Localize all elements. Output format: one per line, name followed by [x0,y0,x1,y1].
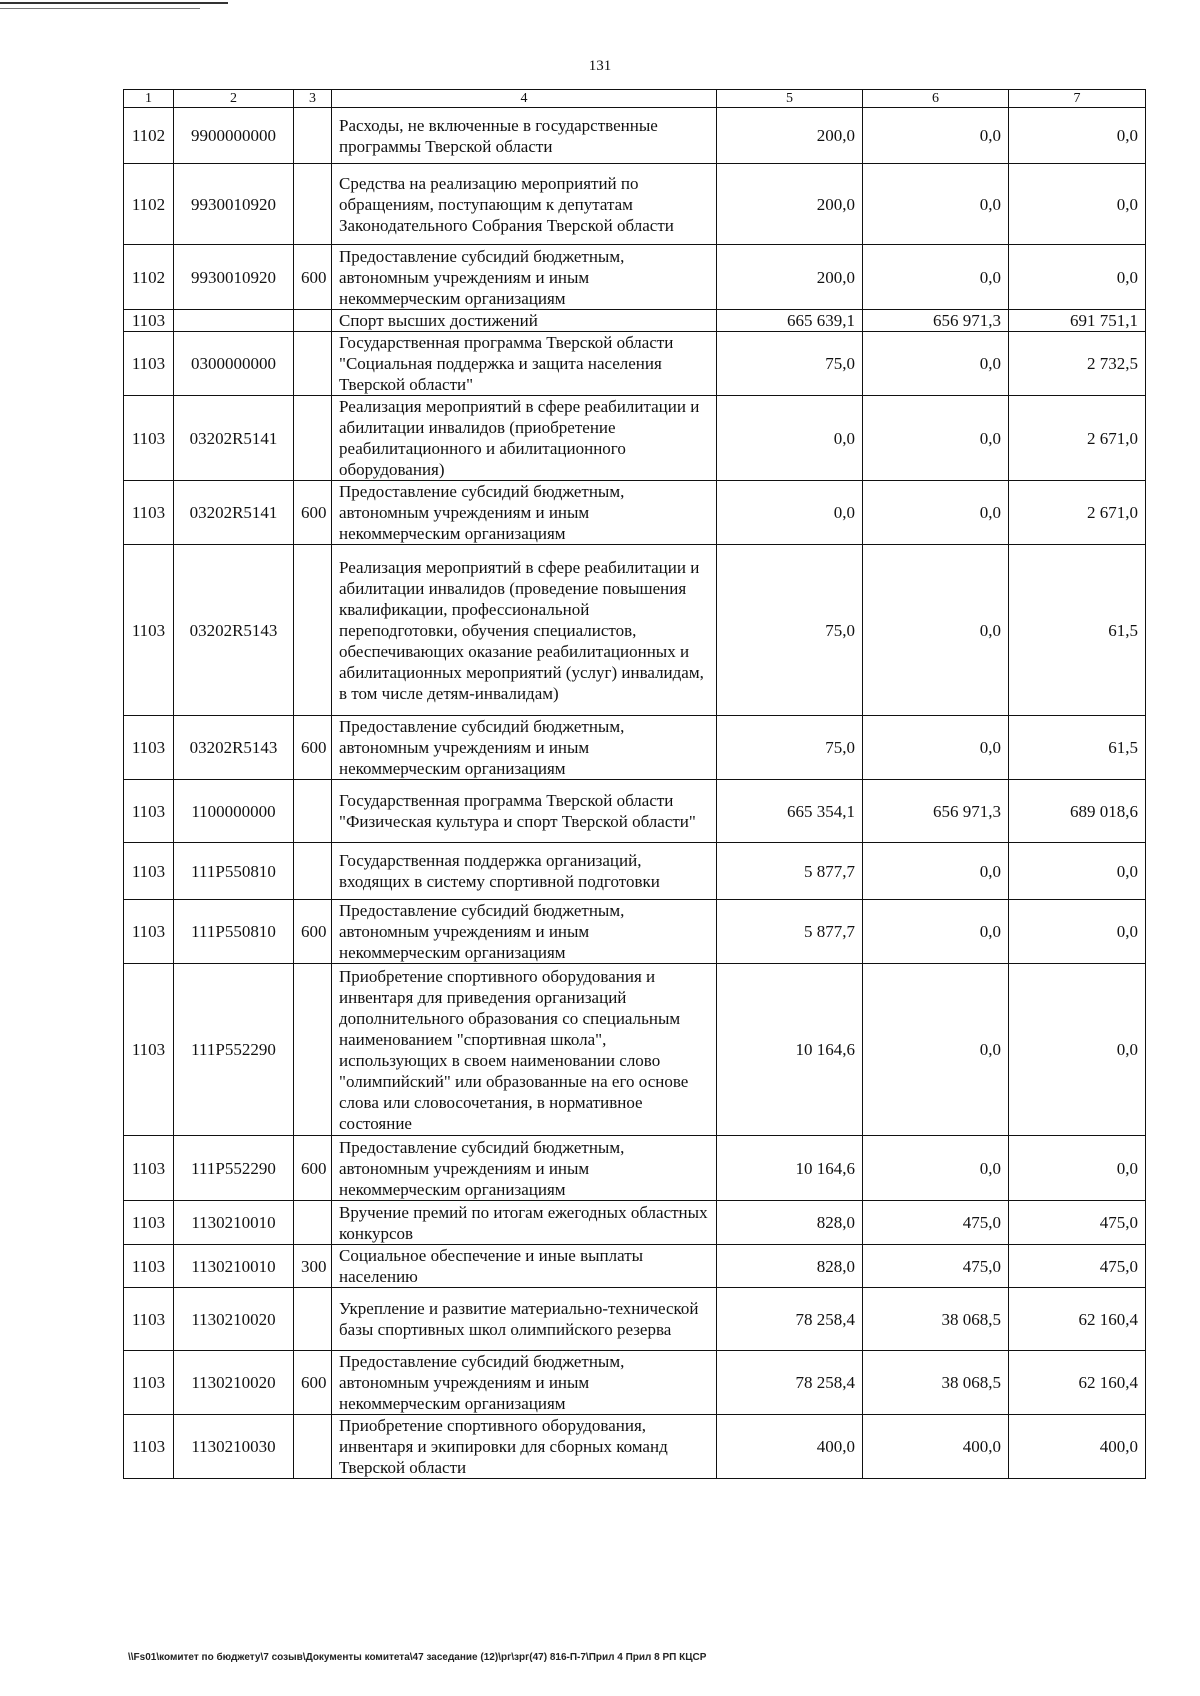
section-code-cell: 1103 [124,310,174,332]
section-code-cell: 1103 [124,1288,174,1351]
expense-name-cell: Вручение премий по итогам ежегодных областных конкурсов [332,1201,717,1245]
section-code-cell: 1102 [124,108,174,164]
table-row [124,310,1146,332]
expense-name-cell: Расходы, не включенные в государственные программы Тверской области [332,108,717,164]
amount-col6-cell: 0,0 [863,396,1009,481]
expense-name-cell: Предоставление субсидий бюджетным, автономным учреждениям и иным некоммерческим организациям [332,245,717,310]
table-row [124,545,1146,716]
column-header-5: 5 [717,90,863,108]
table-row [124,481,1146,545]
amount-col6-cell: 656 971,3 [863,780,1009,843]
column-header-1: 1 [124,90,174,108]
target-code-cell: 9930010920 [174,164,294,245]
target-code-cell: 111P552290 [174,964,294,1136]
expense-type-cell [294,310,332,332]
expense-type-cell: 600 [294,481,332,545]
section-code-cell: 1103 [124,964,174,1136]
target-code-cell: 111P550810 [174,900,294,964]
expense-name-cell: Приобретение спортивного оборудования и инвентаря для приведения организаций дополнительного образования со специальным наименованием "спортивная школа", использующих в своем наименовании слово "олимпийский" или образованные на его основе слова или словосочетания, в нормативное состояние [332,964,717,1136]
section-code-cell: 1103 [124,332,174,396]
amount-col7-cell: 0,0 [1009,964,1146,1136]
table-row [124,332,1146,396]
amount-col7-cell: 0,0 [1009,245,1146,310]
target-code-cell: 03202R5141 [174,396,294,481]
table-row [124,900,1146,964]
column-header-4: 4 [332,90,717,108]
amount-col6-cell: 0,0 [863,164,1009,245]
section-code-cell: 1103 [124,716,174,780]
amount-col7-cell: 0,0 [1009,843,1146,900]
expense-name-cell: Предоставление субсидий бюджетным, автономным учреждениям и иным некоммерческим организациям [332,716,717,780]
expense-name-cell: Укрепление и развитие материально-технической базы спортивных школ олимпийского резерва [332,1288,717,1351]
amount-col5-cell: 828,0 [717,1201,863,1245]
expense-type-cell: 600 [294,245,332,310]
expense-name-cell: Предоставление субсидий бюджетным, автономным учреждениям и иным некоммерческим организациям [332,1136,717,1201]
section-code-cell: 1103 [124,1415,174,1479]
section-code-cell: 1103 [124,1201,174,1245]
target-code-cell: 9930010920 [174,245,294,310]
column-header-6: 6 [863,90,1009,108]
table-row [124,396,1146,481]
table-row [124,1245,1146,1288]
amount-col6-cell: 0,0 [863,964,1009,1136]
amount-col6-cell: 0,0 [863,332,1009,396]
amount-col6-cell: 38 068,5 [863,1351,1009,1415]
column-header-3: 3 [294,90,332,108]
amount-col7-cell: 62 160,4 [1009,1351,1146,1415]
section-code-cell: 1103 [124,843,174,900]
target-code-cell: 1130210030 [174,1415,294,1479]
expense-type-cell: 300 [294,1245,332,1288]
expense-type-cell [294,164,332,245]
expense-type-cell [294,780,332,843]
table-row [124,164,1146,245]
table-row [124,1288,1146,1351]
expense-type-cell [294,1415,332,1479]
amount-col5-cell: 78 258,4 [717,1288,863,1351]
section-code-cell: 1103 [124,1351,174,1415]
expense-name-cell: Предоставление субсидий бюджетным, автономным учреждениям и иным некоммерческим организациям [332,481,717,545]
expense-type-cell [294,964,332,1136]
expense-type-cell: 600 [294,1136,332,1201]
amount-col6-cell: 400,0 [863,1415,1009,1479]
amount-col7-cell: 61,5 [1009,545,1146,716]
section-code-cell: 1102 [124,164,174,245]
amount-col7-cell: 2 732,5 [1009,332,1146,396]
table-row [124,716,1146,780]
section-code-cell: 1103 [124,545,174,716]
scan-edge-line-secondary [0,8,200,9]
amount-col5-cell: 200,0 [717,108,863,164]
amount-col5-cell: 400,0 [717,1415,863,1479]
amount-col6-cell: 0,0 [863,900,1009,964]
table-row [124,108,1146,164]
section-code-cell: 1103 [124,900,174,964]
amount-col6-cell: 38 068,5 [863,1288,1009,1351]
table-row [124,1136,1146,1201]
expense-name-cell: Реализация мероприятий в сфере реабилитации и абилитации инвалидов (проведение повышения квалификации, профессиональной переподготовки, обучения специалистов, обеспечивающих оказание реабилитационных и абилитационных мероприятий (услуг) инвалидам, в том числе детям-инвалидам) [332,545,717,716]
amount-col6-cell: 475,0 [863,1201,1009,1245]
section-code-cell: 1103 [124,780,174,843]
table-row [124,1415,1146,1479]
expense-name-cell: Предоставление субсидий бюджетным, автономным учреждениям и иным некоммерческим организациям [332,900,717,964]
amount-col7-cell: 0,0 [1009,108,1146,164]
target-code-cell: 111P552290 [174,1136,294,1201]
column-header-2: 2 [174,90,294,108]
file-path-footer: \\Fs01\комитет по бюджету\7 созыв\Документы комитета\47 заседание (12)\рг\зрг(47) 816-П-7\Прил 4 Прил 8 РП КЦСР [128,1652,707,1663]
amount-col5-cell: 5 877,7 [717,843,863,900]
amount-col5-cell: 665 639,1 [717,310,863,332]
expense-type-cell [294,843,332,900]
table-row [124,964,1146,1136]
expense-name-cell: Средства на реализацию мероприятий по обращениям, поступающим к депутатам Законодательного Собрания Тверской области [332,164,717,245]
amount-col5-cell: 200,0 [717,164,863,245]
amount-col7-cell: 0,0 [1009,164,1146,245]
expense-type-cell [294,332,332,396]
column-number-header [124,90,1146,108]
expense-name-cell: Государственная поддержка организаций, входящих в систему спортивной подготовки [332,843,717,900]
amount-col7-cell: 61,5 [1009,716,1146,780]
amount-col5-cell: 78 258,4 [717,1351,863,1415]
target-code-cell: 03202R5141 [174,481,294,545]
page-number: 131 [588,58,612,74]
expense-type-cell [294,545,332,716]
amount-col6-cell: 0,0 [863,1136,1009,1201]
target-code-cell: 9900000000 [174,108,294,164]
amount-col6-cell: 0,0 [863,716,1009,780]
target-code-cell: 1130210020 [174,1351,294,1415]
amount-col5-cell: 10 164,6 [717,1136,863,1201]
amount-col6-cell: 0,0 [863,481,1009,545]
expense-type-cell: 600 [294,716,332,780]
section-code-cell: 1103 [124,1245,174,1288]
section-code-cell: 1103 [124,1136,174,1201]
section-code-cell: 1103 [124,396,174,481]
amount-col7-cell: 2 671,0 [1009,481,1146,545]
expense-type-cell: 600 [294,900,332,964]
amount-col7-cell: 691 751,1 [1009,310,1146,332]
amount-col6-cell: 0,0 [863,843,1009,900]
amount-col7-cell: 2 671,0 [1009,396,1146,481]
amount-col7-cell: 62 160,4 [1009,1288,1146,1351]
table-row [124,1351,1146,1415]
amount-col7-cell: 0,0 [1009,900,1146,964]
expense-type-cell [294,1288,332,1351]
table-row [124,780,1146,843]
amount-col6-cell: 0,0 [863,108,1009,164]
expense-type-cell [294,1201,332,1245]
expense-type-cell [294,396,332,481]
section-code-cell: 1102 [124,245,174,310]
scan-edge-line [0,2,228,4]
amount-col5-cell: 665 354,1 [717,780,863,843]
target-code-cell: 111P550810 [174,843,294,900]
target-code-cell: 1130210020 [174,1288,294,1351]
table-row [124,843,1146,900]
budget-table [123,89,1146,1479]
expense-name-cell: Приобретение спортивного оборудования, инвентаря и экипировки для сборных команд Тверской области [332,1415,717,1479]
amount-col6-cell: 475,0 [863,1245,1009,1288]
target-code-cell: 1130210010 [174,1245,294,1288]
expense-name-cell: Реализация мероприятий в сфере реабилитации и абилитации инвалидов (приобретение реабилитационного и абилитационного оборудования) [332,396,717,481]
expense-type-cell: 600 [294,1351,332,1415]
amount-col7-cell: 475,0 [1009,1245,1146,1288]
amount-col5-cell: 10 164,6 [717,964,863,1136]
amount-col5-cell: 75,0 [717,332,863,396]
target-code-cell: 0300000000 [174,332,294,396]
target-code-cell: 1130210010 [174,1201,294,1245]
amount-col5-cell: 5 877,7 [717,900,863,964]
expense-name-cell: Государственная программа Тверской области "Физическая культура и спорт Тверской области" [332,780,717,843]
amount-col6-cell: 0,0 [863,545,1009,716]
amount-col7-cell: 475,0 [1009,1201,1146,1245]
expense-name-cell: Государственная программа Тверской области "Социальная поддержка и защита населения Тверской области" [332,332,717,396]
amount-col6-cell: 656 971,3 [863,310,1009,332]
target-code-cell: 1100000000 [174,780,294,843]
amount-col5-cell: 0,0 [717,481,863,545]
column-header-7: 7 [1009,90,1146,108]
target-code-cell: 03202R5143 [174,716,294,780]
amount-col7-cell: 689 018,6 [1009,780,1146,843]
expense-name-cell: Социальное обеспечение и иные выплаты населению [332,1245,717,1288]
expense-name-cell: Предоставление субсидий бюджетным, автономным учреждениям и иным некоммерческим организациям [332,1351,717,1415]
expense-type-cell [294,108,332,164]
amount-col5-cell: 828,0 [717,1245,863,1288]
target-code-cell [174,310,294,332]
amount-col5-cell: 75,0 [717,545,863,716]
expense-name-cell: Спорт высших достижений [332,310,717,332]
section-code-cell: 1103 [124,481,174,545]
amount-col7-cell: 0,0 [1009,1136,1146,1201]
amount-col6-cell: 0,0 [863,245,1009,310]
amount-col5-cell: 75,0 [717,716,863,780]
table-row [124,1201,1146,1245]
amount-col5-cell: 0,0 [717,396,863,481]
amount-col5-cell: 200,0 [717,245,863,310]
target-code-cell: 03202R5143 [174,545,294,716]
amount-col7-cell: 400,0 [1009,1415,1146,1479]
table-row [124,245,1146,310]
